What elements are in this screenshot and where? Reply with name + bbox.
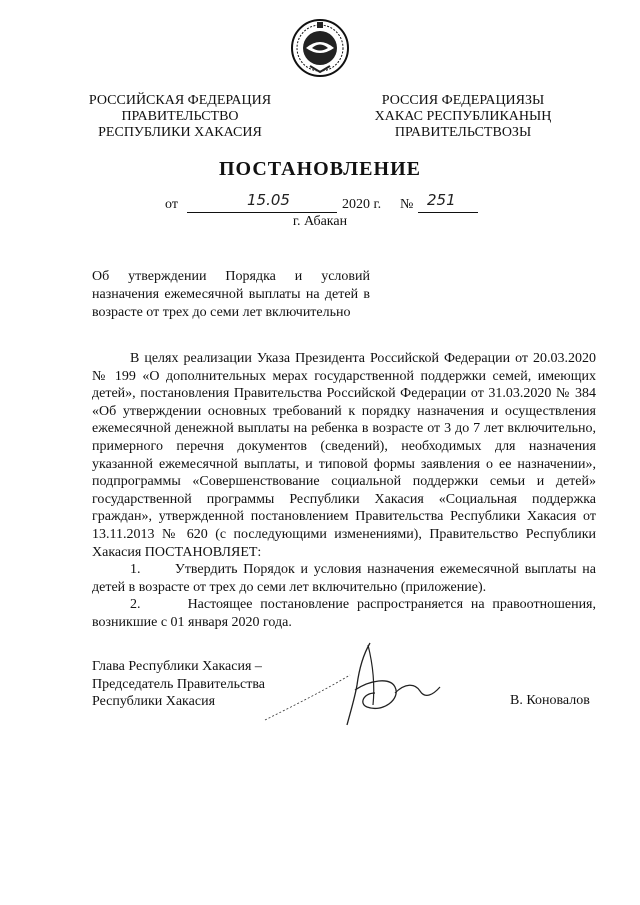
number-label: № <box>400 197 414 212</box>
handwritten-signature <box>255 635 465 735</box>
header-left-line: РЕСПУБЛИКИ ХАКАСИЯ <box>98 125 262 140</box>
date-from-label: от <box>165 197 178 212</box>
signatory-name: В. Коновалов <box>510 693 590 708</box>
signatory-position-line: Глава Республики Хакасия – <box>92 659 262 674</box>
coat-of-arms-icon <box>290 18 350 78</box>
list-item <box>92 596 596 631</box>
date-year: 2020 г. <box>342 197 382 212</box>
header-right-line: РОССИЯ ФЕДЕРАЦИЯЗЫ <box>381 93 545 108</box>
signatory-position-line: Председатель Правительства <box>92 676 265 692</box>
date-handwritten: 15.05 <box>247 191 290 209</box>
document-body <box>92 350 596 632</box>
city-line: г. Абакан <box>292 214 348 229</box>
item-text: Утвердить Порядок и условия назначения ежемесячной выплаты на детей в возрасте от трех до семи лет включительно (приложение). <box>92 562 597 595</box>
preamble-paragraph: В целях реализации Указа Президента Российской Федерации от 20.03.2020 № 199 «О дополнительных мерах государственной поддержки семей, имеющих детей», постановления Правительства Российской Федерации от 31.03.2020 № 384 «Об утверждении основных требований к порядку назначения и осуществления ежемесячной денежной выплаты на ребенка в возрасте от 3 до 7 лет включительно, примерного перечня документов (сведений), необходимых для назначения указанной ежемесячной выплаты, и типовой формы заявления о ее назначении», подпрограммы «Совершенствование социальной поддержки семьи и детей» государственной программы Республики Хакасия «Социальная поддержка граждан», утвержденной постановлением Правительства Республики Хакасия от 13.11.2013 № 620 (с последующими изменениями), Правительство Республики Хакасия ПОСТАНОВЛЯЕТ: <box>92 351 596 560</box>
header-left <box>80 93 280 141</box>
document-subject: Об утверждении Порядка и условий назначения ежемесячной выплаты на детей в возрасте от трех до семи лет включительно <box>92 269 370 320</box>
header-right <box>358 93 568 141</box>
item-text: Настоящее постановление распространяется на правоотношения, возникшие с 01 января 2020 года. <box>92 597 597 630</box>
item-number: 2. <box>130 597 141 613</box>
list-item <box>92 561 596 596</box>
header-right-line: ХАКАС РЕСПУБЛИКАНЫҢ <box>374 109 552 124</box>
signatory-position <box>92 658 265 711</box>
document-title: ПОСТАНОВЛЕНИЕ <box>219 158 421 180</box>
header-left-line: РОССИЙСКАЯ ФЕДЕРАЦИЯ <box>88 93 272 108</box>
header-left-line: ПРАВИТЕЛЬСТВО <box>121 109 239 124</box>
signatory-position-line: Республики Хакасия <box>92 694 216 709</box>
header-right-line: ПРАВИТЕЛЬСТВОЗЫ <box>394 125 532 140</box>
number-handwritten: 251 <box>427 191 456 209</box>
item-number: 1. <box>130 562 141 578</box>
